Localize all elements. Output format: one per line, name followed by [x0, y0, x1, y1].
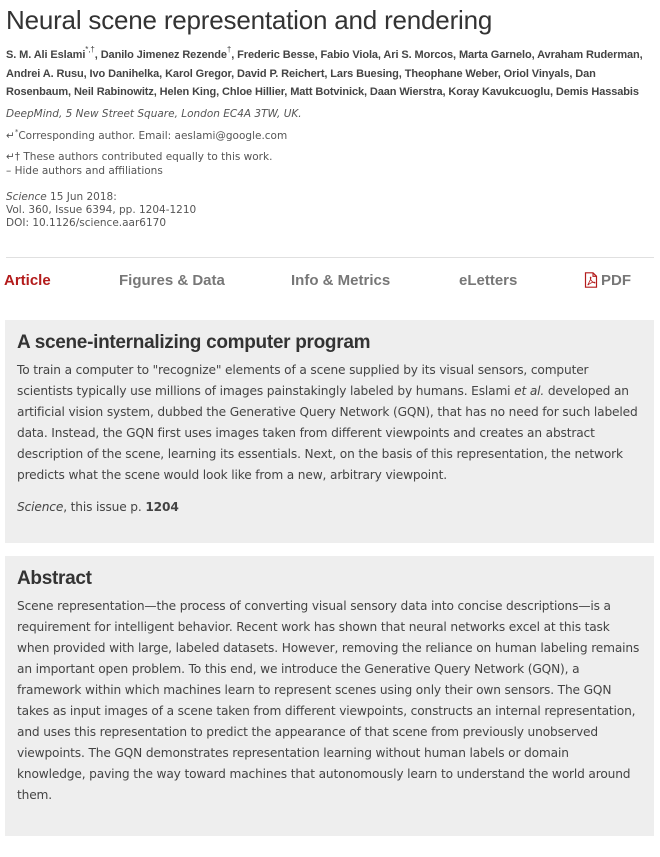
author-rezende[interactable]: , Danilo Jimenez Rezende [94, 49, 227, 61]
corresponding-mark: * [14, 127, 19, 136]
citation [6, 191, 654, 230]
return-arrow-icon[interactable]: ↵ [6, 129, 15, 142]
author-others[interactable]: , Frederic Besse, Fabio Viola, Ari S. Morcos, Marta Garnelo, Avraham Ruderman, Andrei A. Rusu, Ivo Danihelka, Karol Gregor, David P. Reichert, Lars Buesing, Theophane Weber, Oriol Vinyals, Dan Rosenbaum, Neil Rabinowitz, Helen King, Chloe Hillier, Matt Botvinick, Daan Wierstra, Koray Kavukcuoglu, Demis Hassabis [6, 49, 643, 99]
tab-pdf-label: PDF [601, 271, 631, 289]
tab-info-metrics[interactable]: Info & Metrics [291, 271, 391, 289]
citation-doi: DOI: 10.1126/science.aar6170 [6, 216, 167, 229]
article-page [0, 4, 660, 836]
abstract-section [5, 556, 654, 836]
tab-pdf[interactable] [584, 272, 631, 289]
summary-issue-ref: Science, this issue p. 1204 [17, 499, 179, 514]
corresponding-label: Corresponding author. Email: [18, 129, 175, 142]
corresponding-author [6, 129, 654, 143]
tab-article[interactable]: Article [4, 271, 51, 289]
pdf-file-icon [584, 272, 598, 288]
author-list [6, 46, 654, 102]
issue-page-link[interactable]: 1204 [145, 499, 179, 514]
tab-eletters[interactable]: eLetters [459, 271, 518, 289]
author-rezende-marks: † [226, 45, 232, 54]
abstract-text: Scene representation—the process of converting visual sensory data into concise descriptions—is a requirement for intelligent behavior. Recent work has shown that neural networks excel at this task when provided with large, labeled datasets. However, removing the reliance on human labeling remains an important open problem. To this end, we introduce the Generative Query Network (GQN), a framework within which machines learn to represent scenes using only their own sensors. The GQN takes as input images of a scene taken from different viewpoints, constructs an internal representation, and uses this representation to predict the appearance of that scene from previously unobserved viewpoints. The GQN demonstrates representation learning without human labels or domain knowledge, paving the way toward machines that autonomously learn to understand the world around them. [17, 598, 640, 802]
author-eslami-marks: *,† [85, 45, 95, 54]
author-eslami[interactable]: S. M. Ali Eslami [6, 49, 86, 61]
citation-journal: Science [6, 190, 47, 203]
abstract-heading: Abstract [17, 567, 92, 589]
corresponding-email-link[interactable]: aeslami@google.com [174, 129, 288, 142]
editor-summary [5, 320, 654, 543]
article-tabs [6, 258, 654, 304]
citation-date: 15 Jun 2018: [46, 190, 117, 203]
summary-heading: A scene-internalizing computer program [17, 331, 371, 353]
affiliation: DeepMind, 5 New Street Square, London EC4A 3TW, UK. [6, 107, 302, 120]
hide-authors-toggle[interactable]: – Hide authors and affiliations [6, 164, 163, 177]
summary-text: To train a computer to "recognize" elements of a scene supplied by its visual sensors, computer scientists typically use millions of images painstakingly labeled by humans. Eslami et al. developed an artificial vision system, dubbed the Generative Query Network (GQN), that has no need for such labeled data. Instead, the GQN first uses images taken from different viewpoints and creates an abstract description of the scene, learning its essentials. Next, on the basis of this representation, the network predicts what the scene would look like from a new, arbitrary viewpoint. [17, 362, 638, 482]
tab-figures-data[interactable]: Figures & Data [119, 271, 225, 289]
citation-volume: Vol. 360, Issue 6394, pp. 1204-1210 [6, 203, 197, 216]
article-title: Neural scene representation and rendering [6, 5, 493, 35]
equal-contribution-note: ↵† These authors contributed equally to this work. [6, 150, 273, 163]
